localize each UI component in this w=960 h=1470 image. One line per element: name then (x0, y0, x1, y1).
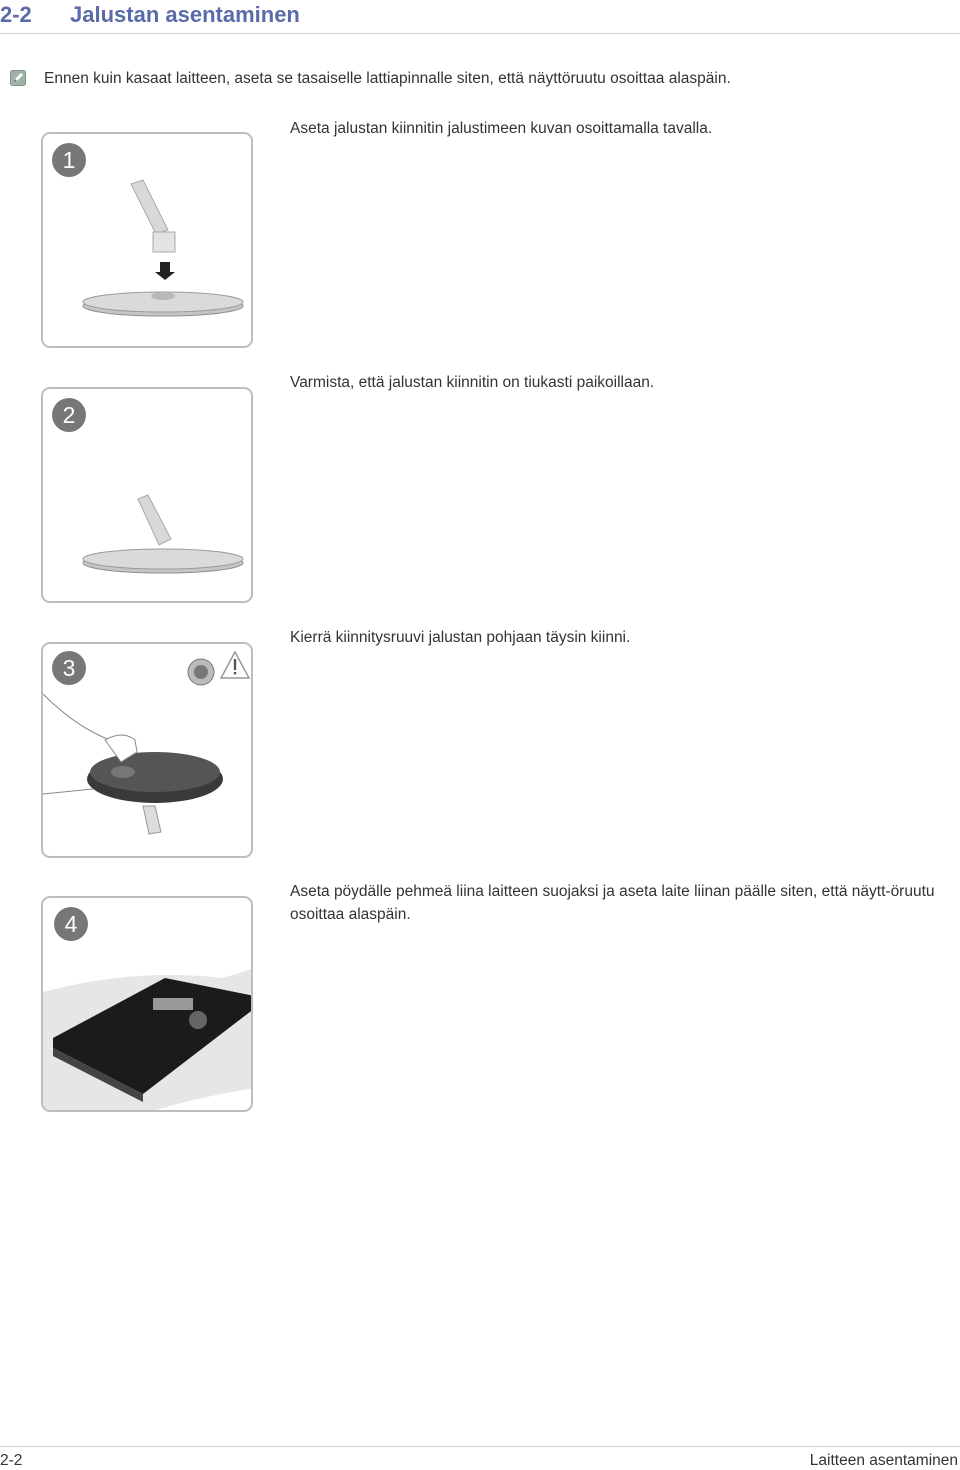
note-pencil-icon (10, 70, 26, 86)
step-3-illustration (41, 642, 253, 858)
step-1-illustration (41, 132, 253, 348)
step-2-text: Varmista, että jalustan kiinnitin on tiukasti paikoillaan. (290, 374, 655, 391)
header-divider (0, 33, 960, 34)
step-4-text: Aseta pöydälle pehmeä liina laitteen suojaksi ja aseta laite liinan päälle siten, että näytt-öruutu osoittaa alaspäin. (290, 883, 935, 923)
footer-divider (0, 1446, 960, 1447)
section-number: 2-2 (0, 2, 32, 27)
step-4-illustration (41, 896, 253, 1112)
step-4-number: 4 (64, 911, 78, 937)
step-2-illustration (41, 387, 253, 603)
step-1-text: Aseta jalustan kiinnitin jalustimeen kuvan osoittamalla tavalla. (290, 120, 713, 137)
down-arrow-icon (155, 262, 175, 280)
page-title: Jalustan asentaminen (70, 2, 300, 27)
step-1-number: 1 (62, 147, 76, 173)
step-3-text: Kierrä kiinnitysruuvi jalustan pohjaan täysin kiinni. (290, 629, 631, 646)
warning-icon (221, 652, 249, 678)
step-2-number: 2 (62, 402, 76, 428)
footer-chapter: Laitteen asentaminen (809, 1452, 958, 1469)
note-text: Ennen kuin kasaat laitteen, aseta se tasaiselle lattiapinnalle siten, että näyttöruutu osoittaa alaspäin. (44, 70, 731, 87)
footer-page-number: 2-2 (0, 1452, 23, 1469)
screwdriver-icon (188, 659, 214, 685)
step-3-number: 3 (62, 655, 76, 681)
